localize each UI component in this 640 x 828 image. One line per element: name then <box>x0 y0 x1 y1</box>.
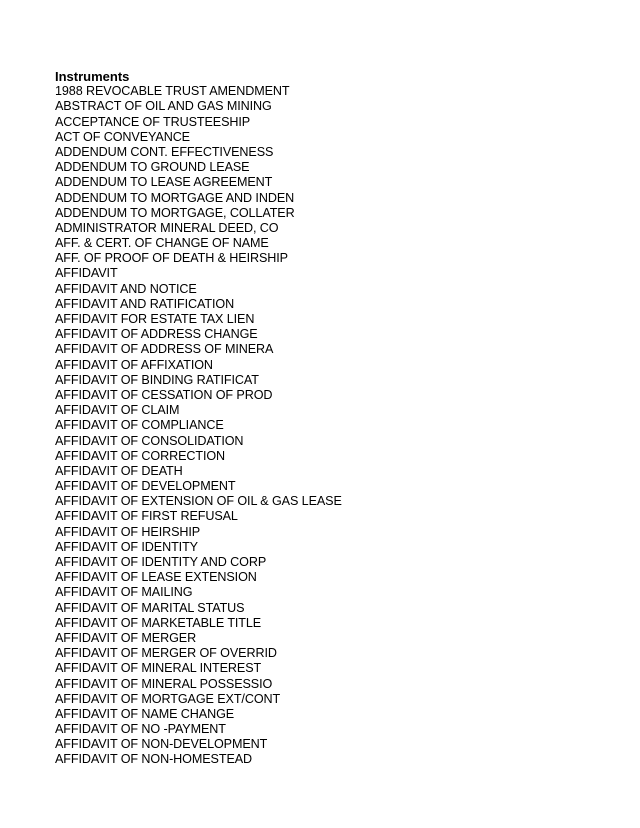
list-item: AFFIDAVIT OF MINERAL POSSESSIO <box>55 676 273 691</box>
list-item: AFFIDAVIT OF CESSATION OF PROD <box>55 387 273 402</box>
list-item: AFF. OF PROOF OF DEATH & HEIRSHIP <box>55 251 288 266</box>
list-item: AFFIDAVIT FOR ESTATE TAX LIEN <box>55 312 255 326</box>
list-item: AFFIDAVIT OF CONSOLIDATION <box>55 433 244 448</box>
list-item: ADDENDUM TO GROUND LEASE <box>55 160 250 175</box>
list-item: AFFIDAVIT OF COMPLIANCE <box>55 418 224 433</box>
list-item: AFFIDAVIT AND NOTICE <box>55 281 197 296</box>
list-item: AFF. & CERT. OF CHANGE OF NAME <box>55 236 269 251</box>
list-item: AFFIDAVIT OF MARKETABLE TITLE <box>55 615 262 630</box>
list-item: ADMINISTRATOR MINERAL DEED, CO <box>55 220 279 235</box>
document-page <box>55 69 342 768</box>
list-item: ACCEPTANCE OF TRUSTEESHIP <box>55 114 251 129</box>
list-item: AFFIDAVIT OF CLAIM <box>55 403 180 418</box>
list-item: AFFIDAVIT OF CORRECTION <box>55 448 226 463</box>
list-item: AFFIDAVIT OF LEASE EXTENSION <box>55 570 257 585</box>
list-item: AFFIDAVIT OF HEIRSHIP <box>55 524 201 539</box>
list-item: AFFIDAVIT <box>55 266 118 281</box>
list-item: ABSTRACT OF OIL AND GAS MINING <box>55 99 272 114</box>
list-item: AFFIDAVIT OF NAME CHANGE <box>55 706 235 721</box>
list-item: ADDENDUM TO LEASE AGREEMENT <box>55 175 273 190</box>
list-item: AFFIDAVIT OF MERGER OF OVERRID <box>55 646 277 661</box>
list-item: AFFIDAVIT OF AFFIXATION <box>55 357 213 372</box>
list-item: AFFIDAVIT OF MAILING <box>55 585 193 600</box>
list-item: AFFIDAVIT OF NO -PAYMENT <box>55 722 226 737</box>
list-item: AFFIDAVIT OF IDENTITY AND CORP <box>55 555 267 569</box>
list-item: AFFIDAVIT OF EXTENSION OF OIL & GAS LEASE <box>55 494 342 509</box>
list-item: ADDENDUM CONT. EFFECTIVENESS <box>55 144 274 159</box>
list-item: AFFIDAVIT OF MORTGAGE EXT/CONT <box>55 691 281 706</box>
list-item: AFFIDAVIT OF DEATH <box>55 463 183 478</box>
list-item: AFFIDAVIT OF NON-HOMESTEAD <box>55 752 253 767</box>
list-item: ADDENDUM TO MORTGAGE AND INDEN <box>55 190 295 205</box>
list-item: AFFIDAVIT OF DEVELOPMENT <box>55 479 236 494</box>
list-item: AFFIDAVIT OF FIRST REFUSAL <box>55 509 238 524</box>
instrument-list <box>55 84 342 767</box>
list-item: AFFIDAVIT OF ADDRESS CHANGE <box>55 327 258 342</box>
list-item: AFFIDAVIT OF MINERAL INTEREST <box>55 661 262 676</box>
list-item: 1988 REVOCABLE TRUST AMENDMENT <box>55 84 290 99</box>
list-item: ADDENDUM TO MORTGAGE, COLLATER <box>55 205 295 220</box>
list-heading: Instruments <box>55 69 130 84</box>
list-item: AFFIDAVIT OF MARITAL STATUS <box>55 600 245 615</box>
list-item: AFFIDAVIT OF BINDING RATIFICAT <box>55 372 259 387</box>
list-item: AFFIDAVIT OF ADDRESS OF MINERA <box>55 342 274 357</box>
list-item: ACT OF CONVEYANCE <box>55 129 190 144</box>
list-item: AFFIDAVIT OF NON-DEVELOPMENT <box>55 737 268 752</box>
list-item: AFFIDAVIT OF MERGER <box>55 630 197 645</box>
list-item: AFFIDAVIT AND RATIFICATION <box>55 296 235 311</box>
list-item: AFFIDAVIT OF IDENTITY <box>55 539 198 554</box>
